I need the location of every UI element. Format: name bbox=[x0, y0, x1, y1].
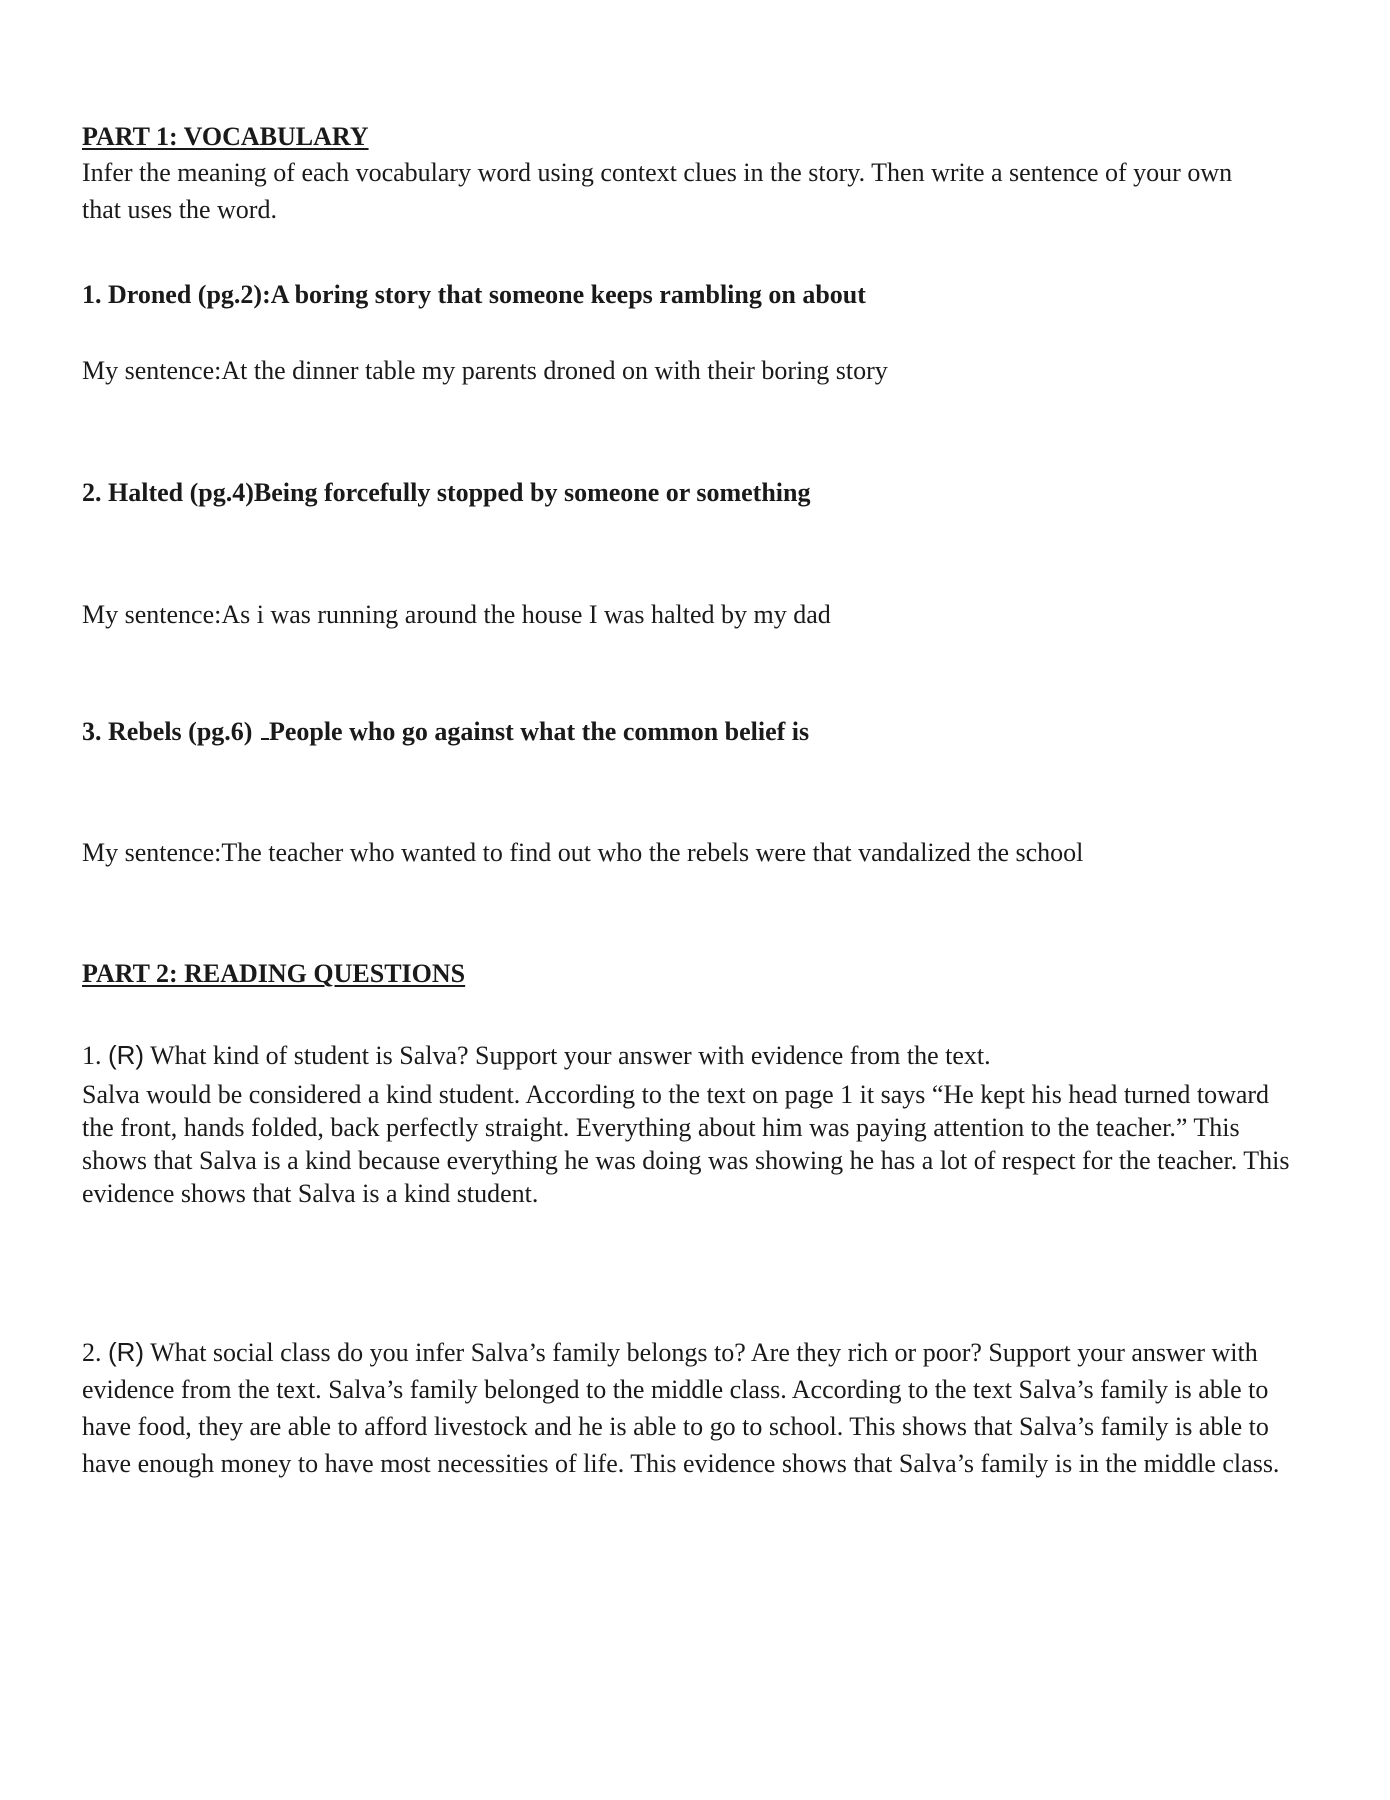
question-1-answer: Salva would be considered a kind student. According to the text on page 1 it says “He kept his head turned toward the front, hands folded, back perfectly straight. Everything about him was paying attention to the teacher.” This shows that Salva is a kind because everything he was doing was showing he has a lot of respect for the teacher. This evidence shows that Salva is a kind student. bbox=[82, 1080, 1290, 1208]
vocab-item-1-sentence: My sentence:At the dinner table my parents droned on with their boring story bbox=[82, 356, 888, 385]
question-2 bbox=[82, 1334, 1302, 1482]
part1-heading: PART 1: VOCABULARY bbox=[82, 122, 369, 151]
question-1-number: 1. bbox=[82, 1041, 108, 1070]
question-1 bbox=[82, 1037, 991, 1074]
vocab-item-3-definition: People who go against what the common belief is bbox=[268, 717, 810, 746]
vocab-item-3-term bbox=[82, 713, 809, 750]
question-1-tag: (R) bbox=[108, 1040, 145, 1070]
vocab-item-2-sentence: My sentence:As i was running around the house I was halted by my dad bbox=[82, 600, 831, 629]
vocab-item-3-sentence: My sentence:The teacher who wanted to find out who the rebels were that vandalized the school bbox=[82, 838, 1084, 867]
vocab-item-2-term: 2. Halted (pg.4)Being forcefully stopped by someone or something bbox=[82, 478, 811, 507]
blank-underline bbox=[261, 718, 269, 740]
vocab-item-3-number: 3. Rebels (pg.6) bbox=[82, 717, 259, 746]
part1-instructions: Infer the meaning of each vocabulary word using context clues in the story. Then write a sentence of your own that uses the word. bbox=[82, 158, 1233, 224]
question-2-text: What social class do you infer Salva’s family belongs to? Are they rich or poor? Support your answer with evidence from the text. bbox=[82, 1338, 1258, 1404]
vocab-item-1-term: 1. Droned (pg.2):A boring story that someone keeps rambling on about bbox=[82, 280, 866, 309]
question-2-tag: (R) bbox=[108, 1337, 145, 1367]
question-1-text: What kind of student is Salva? Support your answer with evidence from the text. bbox=[144, 1041, 991, 1070]
part2-heading: PART 2: READING QUESTIONS bbox=[82, 959, 466, 988]
question-2-answer: Salva’s family belonged to the middle class. According to the text Salva’s family is able to have food, they are able to afford livestock and he is able to go to school. This shows that Salva’s family is able to have enough money to have most necessities of life. This evidence shows that Salva’s family is in the middle class. bbox=[82, 1375, 1280, 1478]
question-2-number: 2. bbox=[82, 1338, 108, 1367]
